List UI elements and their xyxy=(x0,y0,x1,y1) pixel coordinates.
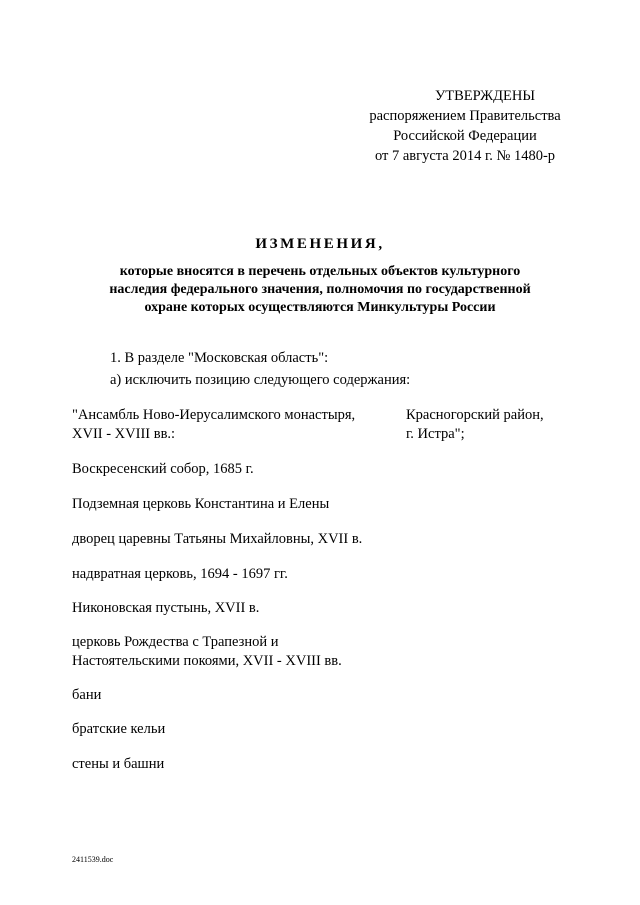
list-item xyxy=(72,633,372,671)
approval-date: от 7 августа 2014 г. № 1480-р xyxy=(374,148,556,164)
approval-line: Российской Федерации xyxy=(393,128,537,144)
location-cell xyxy=(406,406,606,444)
list-item-text: Никоновская пустынь, XVII в. xyxy=(72,600,260,616)
main-item-line: "Ансамбль Ново-Иерусалимского монастыря, xyxy=(72,407,356,423)
approval-heading: УТВЕРЖДЕНЫ xyxy=(434,88,536,104)
approval-line: распоряжением Правительства xyxy=(369,108,561,124)
document-title: ИЗМЕНЕНИЯ, xyxy=(255,236,385,252)
location-line: г. Истра"; xyxy=(406,426,465,442)
list-item-text: стены и башни xyxy=(72,756,165,772)
list-item-text: Подземная церковь Константина и Елены xyxy=(72,496,330,512)
list-item-text: надвратная церковь, 1694 - 1697 гг. xyxy=(72,566,288,582)
list-item-text: Воскресенский собор, 1685 г. xyxy=(72,461,254,477)
subtitle-line: охране которых осуществляются Минкультуры России xyxy=(144,300,496,315)
document-subtitle xyxy=(40,263,600,317)
location-line: Красногорский район, xyxy=(406,407,544,423)
list-item-text: бани xyxy=(72,687,102,703)
paragraph-section: 1. В разделе "Московская область": xyxy=(110,350,329,366)
file-name-footer: 2411539.doc xyxy=(72,855,114,864)
subtitle-line: наследия федерального значения, полномочия по государственной xyxy=(109,282,531,297)
list-item-text: дворец царевны Татьяны Михайловны, XVII в. xyxy=(72,531,363,547)
list-item xyxy=(72,755,372,774)
list-item xyxy=(72,686,372,705)
list-item xyxy=(72,495,372,514)
approval-block xyxy=(320,86,610,166)
list-item xyxy=(72,530,372,549)
main-item xyxy=(72,406,372,444)
list-item xyxy=(72,599,372,618)
list-item xyxy=(72,565,372,584)
list-item-text: Настоятельскими покоями, XVII - XVIII вв. xyxy=(72,653,342,669)
list-item-text: братские кельи xyxy=(72,721,166,737)
list-item xyxy=(72,720,372,739)
list-item-text: церковь Рождества с Трапезной и xyxy=(72,634,279,650)
subtitle-line: которые вносятся в перечень отдельных объектов культурного xyxy=(119,264,521,279)
main-item-line: XVII - XVIII вв.: xyxy=(72,426,176,442)
paragraph-instruction: а) исключить позицию следующего содержания: xyxy=(110,372,411,388)
list-item xyxy=(72,460,372,479)
